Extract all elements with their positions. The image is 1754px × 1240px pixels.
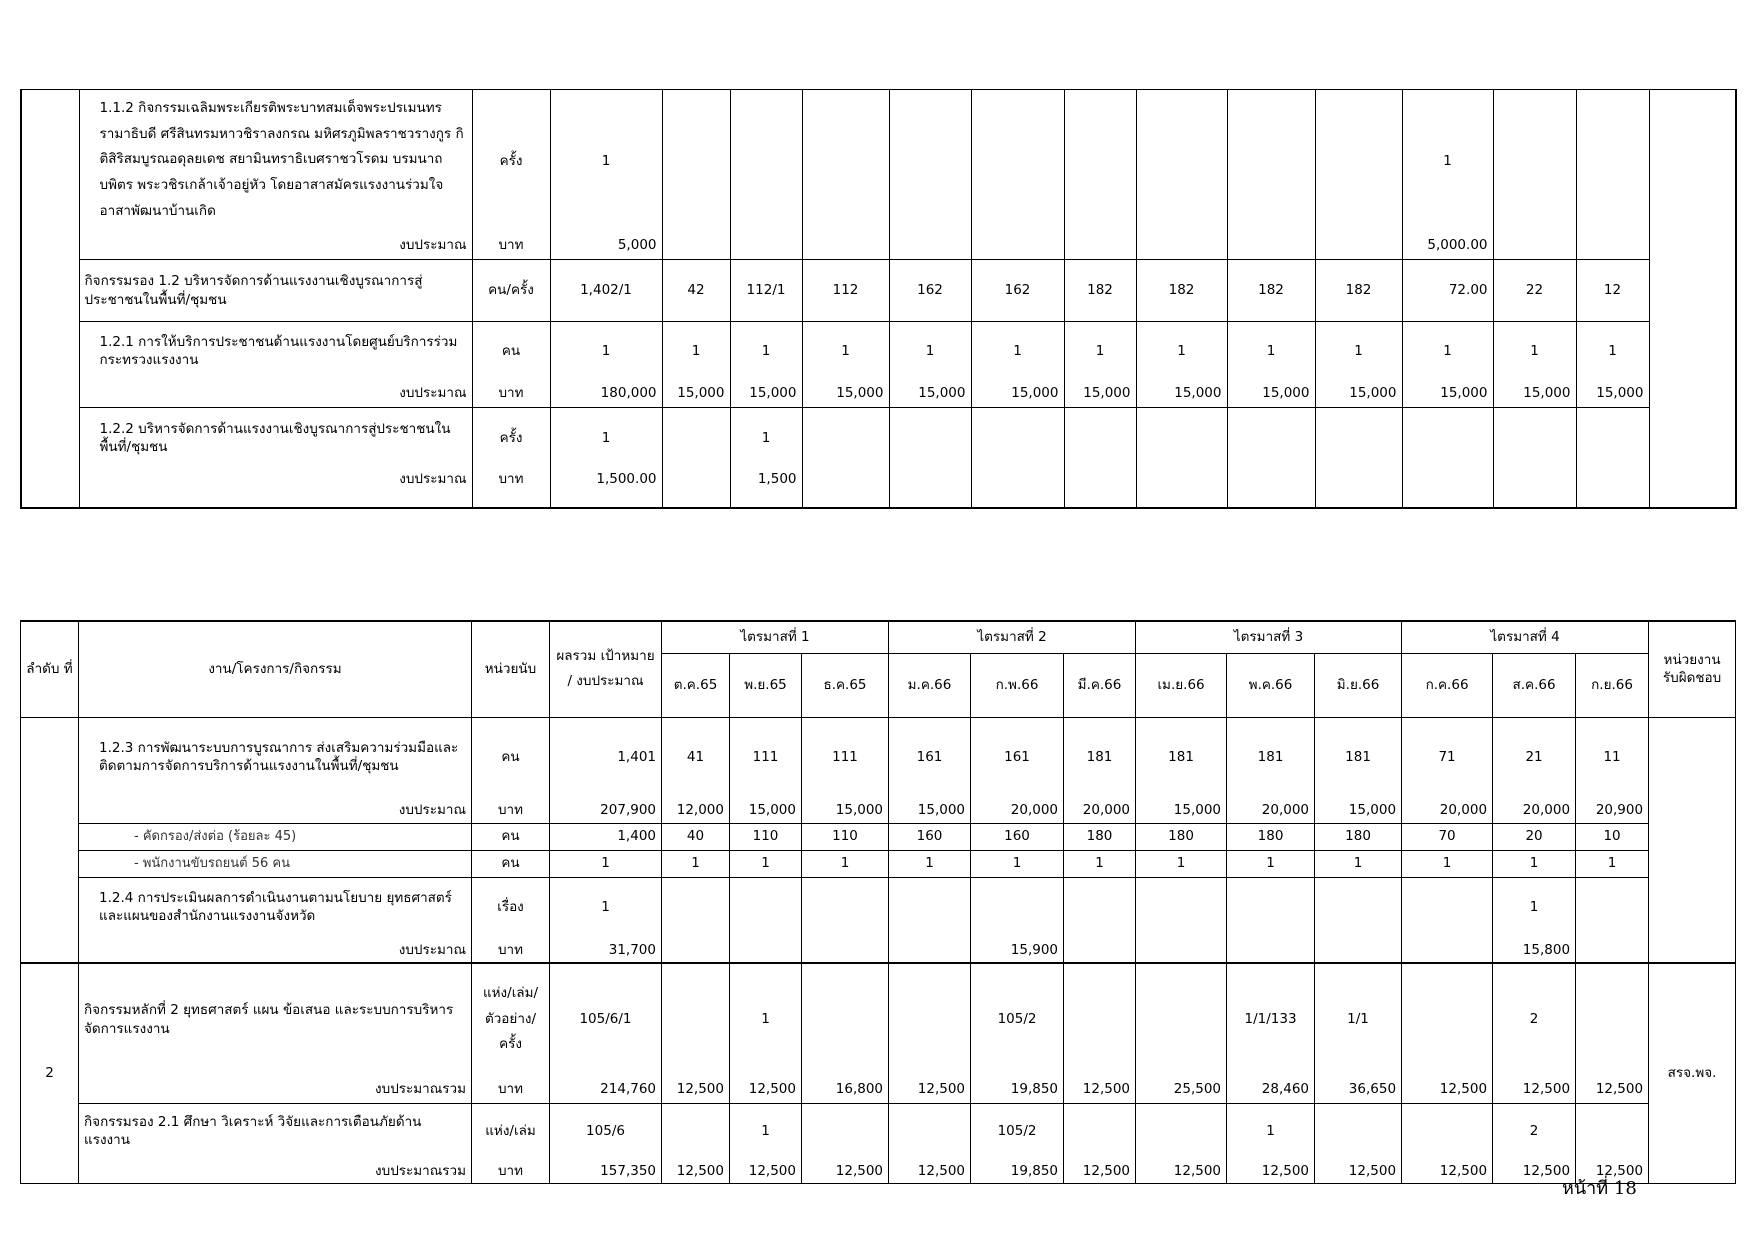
- unit-cell: บาท: [472, 232, 550, 260]
- month-cell: 12,500: [1227, 1159, 1315, 1183]
- total-cell: 1: [550, 90, 662, 232]
- month-cell: 15,000: [971, 380, 1064, 408]
- month-cell: 20,900: [1576, 797, 1649, 823]
- resp-cell: [1649, 90, 1736, 508]
- month-cell: 15,000: [889, 380, 971, 408]
- month-cell: 12,500: [1493, 1159, 1576, 1183]
- month-cell: 15,000: [1136, 797, 1227, 823]
- month-cell: 15,000: [889, 797, 971, 823]
- row-label: 1.1.2 กิจกรรมเฉลิมพระเกียรติพระบาทสมเด็จพระปรเมนทรรามาธิบดี ศรีสินทรมหาวชิราลงกรณ มหิศรภูมิพลราชวรางกูร กิติสิริสมบูรณอดุลยเดช สยามินทราธิเบศราชวโรดม บรมนาถบพิตร พระวชิรเกล้าเจ้าอยู่หัว โดยอาสาสมัครแรงงานร่วมใจอาสาพัฒนาบ้านเกิด: [79, 90, 472, 232]
- total-header: ผลรวม เป้าหมาย / งบประมาณ: [550, 621, 662, 717]
- month-cell: 15,000: [1315, 797, 1402, 823]
- total-cell: 105/6/1: [550, 963, 662, 1075]
- month-cell: 1: [730, 322, 802, 380]
- unit-cell: ครั้ง: [472, 408, 550, 468]
- month-cell: 1: [889, 850, 971, 877]
- month-header: พ.ย.65: [730, 653, 802, 717]
- row-label: งบประมาณรวม: [79, 1159, 472, 1183]
- total-cell: 157,350: [550, 1159, 662, 1183]
- resp-cell: [1649, 717, 1736, 963]
- month-cell: 1: [1576, 322, 1649, 380]
- row-label: กิจกรรมรอง 2.1 ศึกษา วิเคราะห์ วิจัยและการเตือนภัยด้านแรงงาน: [79, 1103, 472, 1159]
- month-cell: 19,850: [971, 1075, 1064, 1103]
- month-cell: 160: [971, 823, 1064, 850]
- month-cell: 5,000.00: [1402, 232, 1493, 260]
- total-cell: 1: [550, 877, 662, 937]
- unit-cell: แห่ง/เล่ม: [472, 1103, 550, 1159]
- row-label: กิจกรรมรอง 1.2 บริหารจัดการด้านแรงงานเชิงบูรณาการสู่ประชาชนในพื้นที่/ชุมชน: [79, 260, 472, 322]
- month-cell: 72.00: [1402, 260, 1493, 322]
- month-cell: 15,000: [662, 380, 730, 408]
- month-cell: 20,000: [971, 797, 1064, 823]
- bottom-table: [20, 620, 1736, 1184]
- month-cell: 12,500: [730, 1075, 802, 1103]
- month-cell: 70: [1402, 823, 1493, 850]
- month-cell: 71: [1402, 717, 1493, 797]
- month-cell: 105/2: [971, 963, 1064, 1075]
- month-cell: 162: [889, 260, 971, 322]
- month-cell: 1: [730, 850, 802, 877]
- month-cell: 1: [1064, 322, 1136, 380]
- month-cell: 1: [1227, 322, 1315, 380]
- month-cell: 12,500: [1576, 1075, 1649, 1103]
- row-label: 1.2.3 การพัฒนาระบบการบูรณาการ ส่งเสริมความร่วมมือและติดตามการจัดการบริการด้านแรงงานในพื้นที่/ชุมชน: [79, 717, 472, 797]
- month-cell: 1: [1227, 1103, 1315, 1159]
- table-row: [21, 877, 1736, 937]
- month-cell: 20: [1493, 823, 1576, 850]
- month-header: ก.พ.66: [971, 653, 1064, 717]
- month-cell: 181: [1064, 717, 1136, 797]
- quarter-1-header: ไตรมาสที่ 1: [662, 621, 889, 653]
- total-cell: 5,000: [550, 232, 662, 260]
- month-header: พ.ค.66: [1227, 653, 1315, 717]
- page-number: หน้าที่ 18: [1562, 1178, 1637, 1199]
- month-cell: 1: [1315, 322, 1402, 380]
- month-cell: 22: [1493, 260, 1576, 322]
- month-cell: 15,000: [1136, 380, 1227, 408]
- total-cell: 1: [550, 322, 662, 380]
- total-cell: 1,500.00: [550, 468, 662, 492]
- month-cell: 182: [1136, 260, 1227, 322]
- month-header: ต.ค.65: [662, 653, 730, 717]
- month-cell: 12,500: [802, 1159, 889, 1183]
- table-row: [21, 380, 1736, 408]
- month-cell: 1: [802, 322, 889, 380]
- month-cell: 12,500: [1576, 1159, 1649, 1183]
- month-cell: 15,900: [971, 937, 1064, 963]
- quarter-3-header: ไตรมาสที่ 3: [1136, 621, 1402, 653]
- month-cell: 110: [802, 823, 889, 850]
- top-table: [20, 89, 1737, 509]
- month-cell: 180: [1227, 823, 1315, 850]
- month-cell: 12,500: [1402, 1075, 1493, 1103]
- month-cell: 161: [889, 717, 971, 797]
- total-cell: 31,700: [550, 937, 662, 963]
- month-cell: 12,500: [1064, 1159, 1136, 1183]
- month-cell: 36,650: [1315, 1075, 1402, 1103]
- total-cell: 207,900: [550, 797, 662, 823]
- unit-cell: คน: [472, 850, 550, 877]
- month-cell: 180: [1064, 823, 1136, 850]
- row-label: กิจกรรมหลักที่ 2 ยุทธศาสตร์ แผน ข้อเสนอ และระบบการบริหารจัดการแรงงาน: [79, 963, 472, 1075]
- table-row: [21, 1075, 1736, 1103]
- month-cell: 19,850: [971, 1159, 1064, 1183]
- total-cell: 214,760: [550, 1075, 662, 1103]
- month-cell: 181: [1315, 717, 1402, 797]
- row-label: - คัดกรอง/ส่งต่อ (ร้อยละ 45): [79, 823, 472, 850]
- seq-cell: 2: [21, 963, 79, 1183]
- table-row: [21, 1159, 1736, 1183]
- month-cell: 182: [1064, 260, 1136, 322]
- month-cell: 15,000: [1402, 380, 1493, 408]
- row-label: งบประมาณ: [79, 380, 472, 408]
- table-row: [21, 963, 1736, 1075]
- month-cell: 160: [889, 823, 971, 850]
- month-cell: 112: [802, 260, 889, 322]
- seq-cell: [21, 717, 79, 963]
- month-cell: 21: [1493, 717, 1576, 797]
- project-header: งาน/โครงการ/กิจกรรม: [79, 621, 472, 717]
- month-cell: 12: [1576, 260, 1649, 322]
- total-cell: 1: [550, 850, 662, 877]
- month-cell: 162: [971, 260, 1064, 322]
- row-label: งบประมาณ: [79, 937, 472, 963]
- unit-cell: บาท: [472, 937, 550, 963]
- row-label: งบประมาณ: [79, 232, 472, 260]
- month-header: มี.ค.66: [1064, 653, 1136, 717]
- month-cell: 1: [1315, 850, 1402, 877]
- total-cell: 1,402/1: [550, 260, 662, 322]
- total-cell: 1,400: [550, 823, 662, 850]
- unit-cell: คน: [472, 322, 550, 380]
- total-cell: 1: [550, 408, 662, 468]
- month-cell: 28,460: [1227, 1075, 1315, 1103]
- unit-cell: บาท: [472, 1159, 550, 1183]
- month-cell: 1: [1064, 850, 1136, 877]
- table-row: [21, 408, 1736, 468]
- month-cell: 161: [971, 717, 1064, 797]
- table-row: [21, 322, 1736, 380]
- table-row: [21, 937, 1736, 963]
- month-cell: 181: [1227, 717, 1315, 797]
- month-cell: 12,500: [662, 1075, 730, 1103]
- month-cell: 1: [1576, 850, 1649, 877]
- row-label: 1.2.1 การให้บริการประชาชนด้านแรงงานโดยศูนย์บริการร่วมกระทรวงแรงงาน: [79, 322, 472, 380]
- month-cell: 2: [1493, 1103, 1576, 1159]
- table-row: [21, 1103, 1736, 1159]
- quarter-2-header: ไตรมาสที่ 2: [889, 621, 1136, 653]
- unit-cell: เรื่อง: [472, 877, 550, 937]
- unit-cell: คน: [472, 717, 550, 797]
- table-row: [21, 797, 1736, 823]
- month-cell: 1: [1493, 322, 1576, 380]
- quarter-4-header: ไตรมาสที่ 4: [1402, 621, 1649, 653]
- resp-cell: สรจ.พจ.: [1649, 963, 1736, 1183]
- row-label: 1.2.4 การประเมินผลการดำเนินงานตามนโยบาย ยุทธศาสตร์ และแผนของสำนักงานแรงงานจังหวัด: [79, 877, 472, 937]
- month-cell: 12,500: [1493, 1075, 1576, 1103]
- month-cell: 12,500: [1402, 1159, 1493, 1183]
- month-header: ม.ค.66: [889, 653, 971, 717]
- month-cell: 110: [730, 823, 802, 850]
- month-cell: 15,000: [730, 380, 802, 408]
- month-cell: 105/2: [971, 1103, 1064, 1159]
- resp-header: หน่วยงาน รับผิดชอบ: [1649, 621, 1736, 717]
- month-cell: 1: [730, 963, 802, 1075]
- unit-cell: คน: [472, 823, 550, 850]
- month-header: มิ.ย.66: [1315, 653, 1402, 717]
- month-cell: 20,000: [1064, 797, 1136, 823]
- month-cell: 1: [1136, 850, 1227, 877]
- month-cell: 12,500: [889, 1075, 971, 1103]
- row-label: 1.2.2 บริหารจัดการด้านแรงงานเชิงบูรณาการสู่ประชาชนในพื้นที่/ชุมชน: [79, 408, 472, 468]
- month-cell: 15,000: [802, 797, 889, 823]
- month-cell: 12,000: [662, 797, 730, 823]
- month-header: เม.ย.66: [1136, 653, 1227, 717]
- month-header: ก.ย.66: [1576, 653, 1649, 717]
- month-cell: 180: [1136, 823, 1227, 850]
- month-cell: 12,500: [1064, 1075, 1136, 1103]
- month-cell: 12,500: [730, 1159, 802, 1183]
- month-cell: 41: [662, 717, 730, 797]
- month-cell: 1,500: [730, 468, 802, 492]
- month-cell: 15,000: [1576, 380, 1649, 408]
- month-cell: 15,800: [1493, 937, 1576, 963]
- month-cell: 12,500: [889, 1159, 971, 1183]
- month-cell: 15,000: [802, 380, 889, 408]
- month-cell: 1: [1402, 850, 1493, 877]
- table-row: [21, 260, 1736, 322]
- row-label: งบประมาณรวม: [79, 1075, 472, 1103]
- month-cell: 1: [889, 322, 971, 380]
- month-cell: 112/1: [730, 260, 802, 322]
- month-cell: 11: [1576, 717, 1649, 797]
- month-cell: 1: [662, 850, 730, 877]
- row-label: - พนักงานขับรถยนต์ 56 คน: [79, 850, 472, 877]
- month-cell: 1: [1402, 322, 1493, 380]
- unit-cell: ครั้ง: [472, 90, 550, 232]
- month-cell: 1: [1136, 322, 1227, 380]
- month-cell: 1: [662, 322, 730, 380]
- unit-cell: บาท: [472, 1075, 550, 1103]
- month-cell: 16,800: [802, 1075, 889, 1103]
- table-row: [21, 90, 1736, 232]
- unit-cell: คน/ครั้ง: [472, 260, 550, 322]
- total-cell: 105/6: [550, 1103, 662, 1159]
- month-cell: 15,000: [730, 797, 802, 823]
- month-cell: 20,000: [1227, 797, 1315, 823]
- month-cell: 1: [971, 322, 1064, 380]
- month-cell: 1/1/133: [1227, 963, 1315, 1075]
- month-cell: 1: [802, 850, 889, 877]
- month-cell: 181: [1136, 717, 1227, 797]
- month-cell: 40: [662, 823, 730, 850]
- unit-header: หน่วยนับ: [472, 621, 550, 717]
- month-cell: 180: [1315, 823, 1402, 850]
- month-cell: 1/1: [1315, 963, 1402, 1075]
- unit-cell: แห่ง/เล่ม/ตัวอย่าง/ครั้ง: [472, 963, 550, 1075]
- total-cell: 1,401: [550, 717, 662, 797]
- month-cell: 12,500: [1136, 1159, 1227, 1183]
- month-cell: 111: [730, 717, 802, 797]
- month-cell: 1: [1227, 850, 1315, 877]
- month-cell: 1: [1493, 850, 1576, 877]
- unit-cell: บาท: [472, 468, 550, 492]
- month-cell: 182: [1315, 260, 1402, 322]
- month-cell: 2: [1493, 963, 1576, 1075]
- table-row: [21, 717, 1736, 797]
- month-cell: 20,000: [1402, 797, 1493, 823]
- month-header: ก.ค.66: [1402, 653, 1493, 717]
- seq-cell: [21, 90, 79, 508]
- month-header: ส.ค.66: [1493, 653, 1576, 717]
- month-cell: 15,000: [1493, 380, 1576, 408]
- seq-header: ลำดับ ที่: [21, 621, 79, 717]
- month-cell: 25,500: [1136, 1075, 1227, 1103]
- total-cell: 180,000: [550, 380, 662, 408]
- row-label: งบประมาณ: [79, 468, 472, 492]
- month-cell: 111: [802, 717, 889, 797]
- month-cell: 20,000: [1493, 797, 1576, 823]
- table-row: [21, 850, 1736, 877]
- month-cell: 10: [1576, 823, 1649, 850]
- table-row: [21, 823, 1736, 850]
- month-header: ธ.ค.65: [802, 653, 889, 717]
- header-row: [21, 621, 1736, 653]
- month-cell: 12,500: [662, 1159, 730, 1183]
- month-cell: 1: [730, 408, 802, 468]
- unit-cell: บาท: [472, 380, 550, 408]
- month-cell: 15,000: [1064, 380, 1136, 408]
- month-cell: 15,000: [1227, 380, 1315, 408]
- unit-cell: บาท: [472, 797, 550, 823]
- month-cell: 182: [1227, 260, 1315, 322]
- month-cell: 12,500: [1315, 1159, 1402, 1183]
- month-cell: 1: [971, 850, 1064, 877]
- month-cell: 15,000: [1315, 380, 1402, 408]
- month-cell: 1: [1493, 877, 1576, 937]
- month-cell: 1: [1402, 90, 1493, 232]
- month-cell: 1: [730, 1103, 802, 1159]
- month-cell: 42: [662, 260, 730, 322]
- row-label: งบประมาณ: [79, 797, 472, 823]
